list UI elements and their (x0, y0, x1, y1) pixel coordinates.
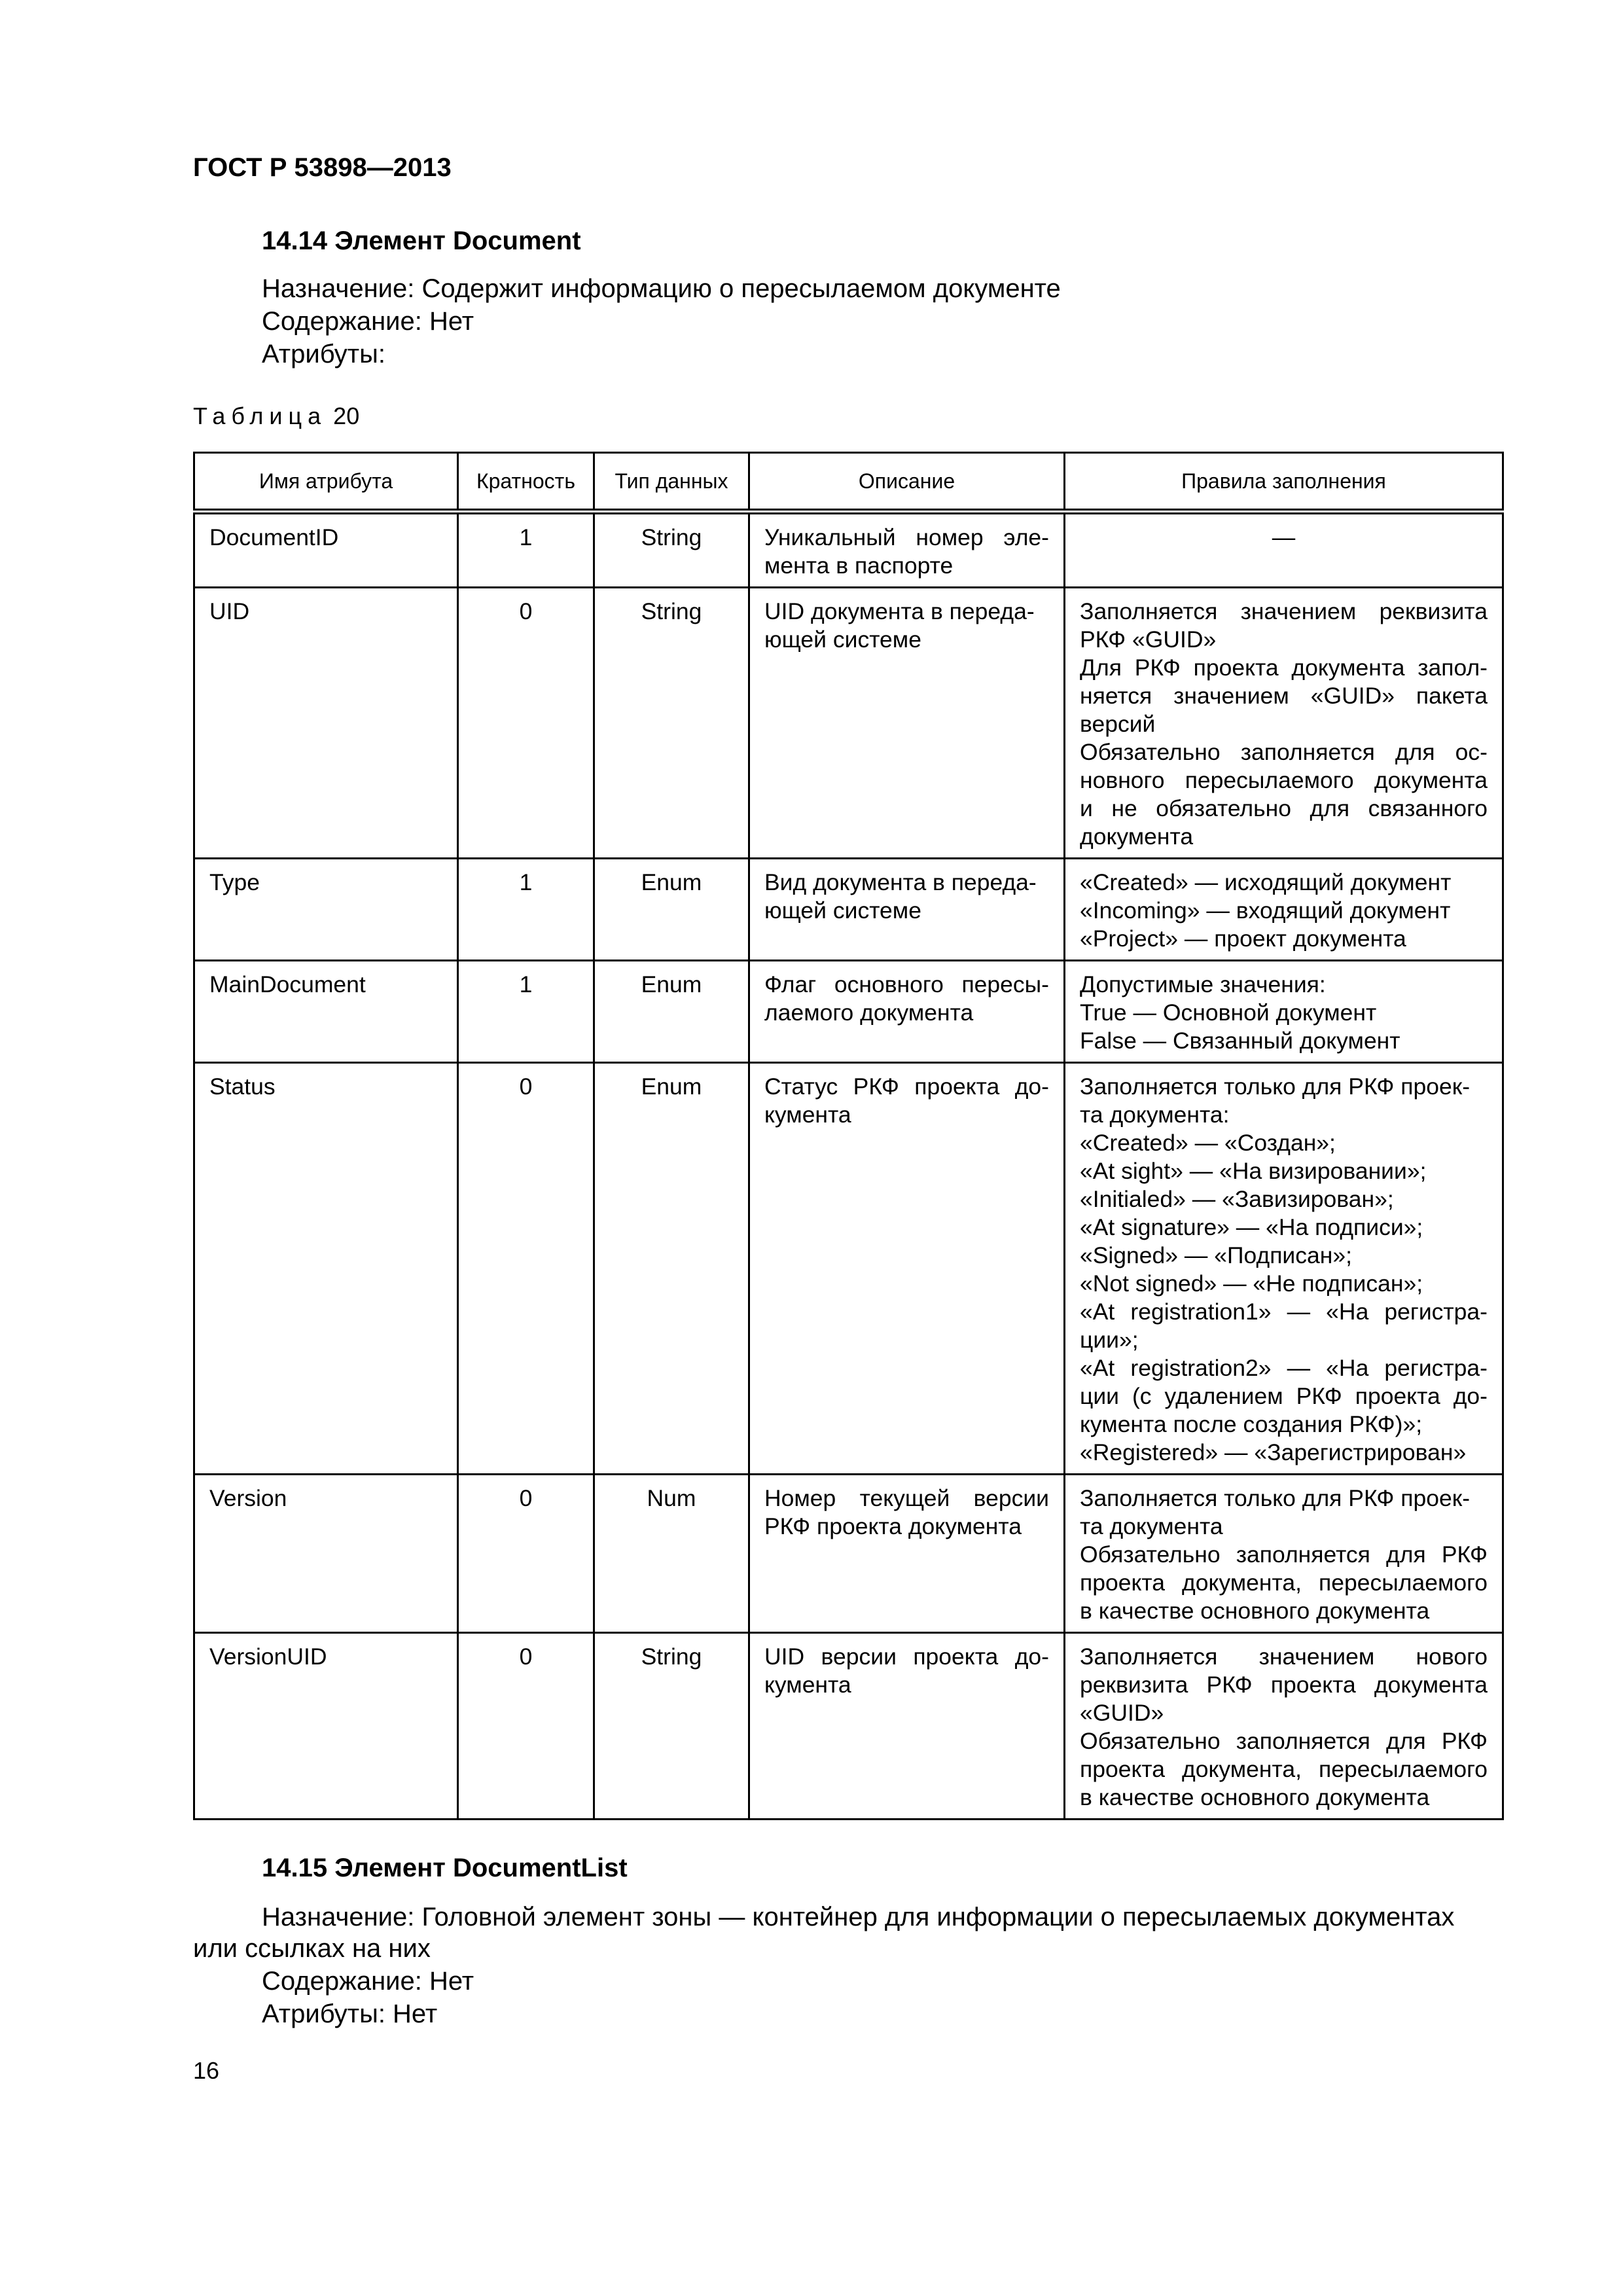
text-line: «Initialed» — «Завизирован»; (1080, 1186, 1394, 1212)
table-row (194, 859, 1503, 961)
text-line: UID версии проекта до- (764, 1643, 1049, 1670)
cell-data-type: Num (594, 1475, 749, 1633)
cell-data-type: String (594, 588, 749, 859)
cell-description (749, 1633, 1065, 1820)
table-row (194, 512, 1503, 588)
cell-description (749, 859, 1065, 961)
cell-multiplicity: 0 (458, 1063, 594, 1475)
text-line: «Signed» — «Подписан»; (1080, 1242, 1352, 1268)
section-purpose: Назначение: Содержит информацию о пересылаемом документе (262, 274, 1061, 303)
text-line: реквизита РКФ проекта документа (1080, 1672, 1488, 1698)
table-caption-number: 20 (333, 403, 360, 429)
cell-fill-rules (1065, 859, 1503, 961)
text-line: лаемого документа (764, 999, 974, 1026)
header-attribute-name: Имя атрибута (194, 453, 458, 512)
cell-multiplicity: 0 (458, 588, 594, 859)
text-line: та документа: (1080, 1102, 1230, 1128)
text-line: ции (с удалением РКФ проекта до- (1080, 1383, 1488, 1409)
text-line: новного пересылаемого документа (1080, 767, 1488, 793)
text-line: Заполняется только для РКФ проек- (1080, 1073, 1471, 1100)
cell-multiplicity: 0 (458, 1475, 594, 1633)
text-line: True — Основной документ (1080, 999, 1377, 1026)
table-caption (193, 401, 359, 432)
text-line: РКФ «GUID» (1080, 626, 1217, 653)
text-line: Заполняется только для РКФ проек- (1080, 1485, 1471, 1511)
text-line: мента в паспорте (764, 552, 954, 579)
text-line: «Project» — проект документа (1080, 925, 1406, 952)
cell-attribute-name: Status (194, 1063, 458, 1475)
text-line: Обязательно заполняется для РКФ (1080, 1541, 1488, 1568)
text-line: Обязательно заполняется для ос- (1080, 739, 1488, 765)
document-code-header: ГОСТ Р 53898—2013 (193, 153, 452, 182)
cell-multiplicity: 1 (458, 961, 594, 1063)
text-line: «At signature» — «На подписи»; (1080, 1214, 1423, 1240)
text-line: Вид документа в переда- (764, 869, 1037, 895)
section-content: Содержание: Нет (262, 307, 474, 336)
text-line: «Incoming» — входящий документ (1080, 897, 1451, 924)
cell-fill-rules (1065, 512, 1503, 588)
text-line: ции»; (1080, 1327, 1139, 1353)
table-row (194, 1633, 1503, 1820)
section-title-documentlist: 14.15 Элемент DocumentList (262, 1854, 628, 1882)
text-line: UID документа в переда- (764, 598, 1035, 624)
section-attributes-label: Атрибуты: (262, 340, 385, 368)
text-line: «At sight» — «На визировании»; (1080, 1158, 1427, 1184)
text-line: проекта документа, пересылаемого (1080, 1756, 1488, 1782)
section2-purpose-line2: или ссылках на них (193, 1934, 431, 1963)
text-line: Номер текущей версии (764, 1485, 1049, 1511)
cell-description (749, 1475, 1065, 1633)
cell-multiplicity: 0 (458, 1633, 594, 1820)
text-line: False — Связанный документ (1080, 1028, 1400, 1054)
header-fill-rules: Правила заполнения (1065, 453, 1503, 512)
text-line: та документа (1080, 1513, 1223, 1539)
cell-fill-rules (1065, 961, 1503, 1063)
text-line: документа (1080, 823, 1194, 850)
text-line: Уникальный номер эле- (764, 524, 1049, 550)
text-line: РКФ проекта документа (764, 1513, 1022, 1539)
cell-data-type: Enum (594, 1063, 749, 1475)
cell-data-type: String (594, 1633, 749, 1820)
section2-attributes: Атрибуты: Нет (262, 2000, 438, 2028)
cell-attribute-name: VersionUID (194, 1633, 458, 1820)
text-line: в качестве основного документа (1080, 1784, 1430, 1810)
text-line: Флаг основного пересы- (764, 971, 1049, 997)
cell-attribute-name: Type (194, 859, 458, 961)
cell-data-type: Enum (594, 961, 749, 1063)
cell-data-type: String (594, 512, 749, 588)
cell-attribute-name: DocumentID (194, 512, 458, 588)
cell-attribute-name: UID (194, 588, 458, 859)
text-line: ющей системе (764, 897, 921, 924)
table-row (194, 588, 1503, 859)
text-line: и не обязательно для связанного (1080, 795, 1488, 821)
page-number: 16 (193, 2057, 220, 2084)
text-line: «Registered» — «Зарегистрирован» (1080, 1439, 1467, 1465)
cell-data-type: Enum (594, 859, 749, 961)
cell-fill-rules (1065, 588, 1503, 859)
table-row (194, 1063, 1503, 1475)
text-line: «At registration1» — «На регистра- (1080, 1299, 1488, 1325)
text-line: Обязательно заполняется для РКФ (1080, 1728, 1488, 1754)
cell-attribute-name: MainDocument (194, 961, 458, 1063)
header-data-type: Тип данных (594, 453, 749, 512)
header-multiplicity: Кратность (458, 453, 594, 512)
cell-description (749, 512, 1065, 588)
text-line: проекта документа, пересылаемого (1080, 1570, 1488, 1596)
text-line: няется значением «GUID» пакета (1080, 683, 1488, 709)
cell-fill-rules (1065, 1063, 1503, 1475)
text-line: кумента (764, 1672, 851, 1698)
text-line: Заполняется значением реквизита (1080, 598, 1488, 624)
text-line: Для РКФ проекта документа запол- (1080, 655, 1488, 681)
table-caption-word: Таблица (193, 403, 327, 429)
attributes-table (193, 452, 1504, 1820)
section2-content: Содержание: Нет (262, 1967, 474, 1996)
cell-multiplicity: 1 (458, 512, 594, 588)
cell-fill-rules (1065, 1633, 1503, 1820)
section-title-document: 14.14 Элемент Document (262, 226, 581, 255)
table-row (194, 1475, 1503, 1633)
cell-fill-rules (1065, 1475, 1503, 1633)
cell-description (749, 1063, 1065, 1475)
cell-multiplicity: 1 (458, 859, 594, 961)
cell-description (749, 588, 1065, 859)
text-line: «Not signed» — «Не подписан»; (1080, 1270, 1423, 1297)
text-line: «At registration2» — «На регистра- (1080, 1355, 1488, 1381)
text-line: в качестве основного документа (1080, 1598, 1430, 1624)
text-line: «GUID» (1080, 1700, 1164, 1726)
text-line: Статус РКФ проекта до- (764, 1073, 1049, 1100)
section2-purpose-line1: Назначение: Головной элемент зоны — контейнер для информации о пересылаемых документах (262, 1903, 1455, 1931)
cell-description (749, 961, 1065, 1063)
table-header-row (194, 453, 1503, 512)
text-line: Допустимые значения: (1080, 971, 1326, 997)
text-line: кумента после создания РКФ)»; (1080, 1411, 1423, 1437)
table-row (194, 961, 1503, 1063)
text-line: ющей системе (764, 626, 921, 653)
text-line: Заполняется значением нового (1080, 1643, 1488, 1670)
text-line: версий (1080, 711, 1156, 737)
header-description: Описание (749, 453, 1065, 512)
text-line: — (1272, 524, 1296, 550)
text-line: «Created» — исходящий документ (1080, 869, 1452, 895)
cell-attribute-name: Version (194, 1475, 458, 1633)
text-line: «Created» — «Создан»; (1080, 1130, 1336, 1156)
text-line: кумента (764, 1102, 851, 1128)
